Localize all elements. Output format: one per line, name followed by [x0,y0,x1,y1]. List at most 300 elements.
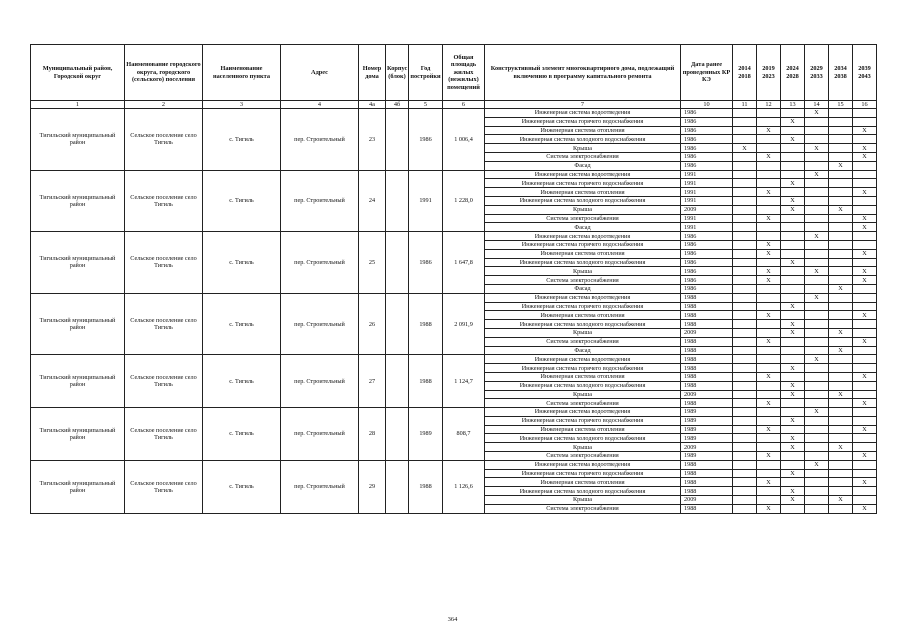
period-mark-cell [733,205,757,214]
column-number: 5 [409,101,443,109]
column-number: 4а [359,101,386,109]
previous-repair-date-cell: 2009 [681,205,733,214]
period-mark-cell [757,496,781,505]
period-mark-cell [805,179,829,188]
period-mark-cell [853,443,877,452]
period-mark-cell [733,390,757,399]
period-mark-cell: X [757,276,781,285]
period-mark-cell [757,346,781,355]
period-mark-cell [853,284,877,293]
period-mark-cell [781,170,805,179]
period-mark-cell [829,249,853,258]
period-mark-cell [733,240,757,249]
table-row [31,460,877,469]
structural-element-cell: Система электроснабжения [485,504,681,513]
header-structural-element: Конструктивный элемент многоквартирного дома, подлежащий включению в программу капитального ремонта [485,45,681,101]
period-mark-cell [733,346,757,355]
structural-element-cell: Крыша [485,205,681,214]
period-mark-cell: X [781,434,805,443]
period-mark-cell [757,487,781,496]
period-mark-cell [781,408,805,417]
period-mark-cell: X [805,460,829,469]
period-mark-cell: X [757,249,781,258]
period-mark-cell [733,381,757,390]
period-mark-cell [781,249,805,258]
period-mark-cell [733,487,757,496]
previous-repair-date-cell: 1991 [681,223,733,232]
previous-repair-date-cell: 1988 [681,302,733,311]
period-mark-cell [805,311,829,320]
period-mark-cell [805,188,829,197]
period-mark-cell: X [781,117,805,126]
header-address: Адрес [281,45,359,101]
total-area-cell: 1 006,4 [443,109,485,171]
header-period-2039-2043: 2039 2043 [853,45,877,101]
structural-element-cell: Инженерная система горячего водоснабжения [485,117,681,126]
previous-repair-date-cell: 1989 [681,408,733,417]
period-mark-cell [853,258,877,267]
period-mark-cell [733,408,757,417]
period-mark-cell: X [805,355,829,364]
period-mark-cell [733,443,757,452]
total-area-cell: 1 124,7 [443,355,485,408]
street-cell: пер. Строительный [281,355,359,408]
period-mark-cell [829,364,853,373]
period-mark-cell [853,196,877,205]
period-mark-cell: X [853,452,877,461]
period-mark-cell: X [853,188,877,197]
structural-element-cell: Инженерная система отопления [485,188,681,197]
period-mark-cell [733,126,757,135]
previous-repair-date-cell: 1988 [681,346,733,355]
period-mark-cell: X [853,311,877,320]
period-mark-cell [781,293,805,302]
period-mark-cell [805,126,829,135]
period-mark-cell [829,135,853,144]
period-mark-cell [829,223,853,232]
period-mark-cell: X [853,144,877,153]
period-mark-cell: X [853,372,877,381]
previous-repair-date-cell: 1986 [681,152,733,161]
header-district: Муниципальный район, Городской округ [31,45,125,101]
period-mark-cell [781,399,805,408]
district-cell: Тигильский муниципальный район [31,293,125,355]
year-built-cell: 1988 [409,460,443,513]
period-mark-cell [853,179,877,188]
block-cell [386,460,409,513]
house-number-cell: 25 [359,232,386,294]
period-mark-cell [733,320,757,329]
period-mark-cell: X [757,452,781,461]
structural-element-cell: Инженерная система водоотведения [485,355,681,364]
period-mark-cell [853,416,877,425]
period-mark-cell [853,320,877,329]
column-number: 13 [781,101,805,109]
district-cell: Тигильский муниципальный район [31,232,125,294]
header-settlement: Наименование городского округа, городского (сельского) поселения [125,45,203,101]
structural-element-cell: Инженерная система холодного водоснабжения [485,258,681,267]
previous-repair-date-cell: 1986 [681,276,733,285]
column-number-row [31,101,877,109]
previous-repair-date-cell: 1989 [681,416,733,425]
period-mark-cell: X [757,188,781,197]
period-mark-cell: X [853,504,877,513]
settlement-cell: Сельское поселение село Тигиль [125,460,203,513]
period-mark-cell [805,434,829,443]
period-mark-cell: X [829,346,853,355]
settlement-cell: Сельское поселение село Тигиль [125,408,203,461]
period-mark-cell [733,372,757,381]
period-mark-cell [733,478,757,487]
house-number-cell: 28 [359,408,386,461]
period-mark-cell [757,460,781,469]
period-mark-cell [781,460,805,469]
period-mark-cell [805,337,829,346]
period-mark-cell [829,188,853,197]
period-mark-cell: X [805,144,829,153]
previous-repair-date-cell: 1988 [681,311,733,320]
period-mark-cell [781,284,805,293]
structural-element-cell: Инженерная система отопления [485,249,681,258]
period-mark-cell: X [853,399,877,408]
column-number: 3 [203,101,281,109]
period-mark-cell [781,152,805,161]
period-mark-cell [829,293,853,302]
column-number: 4б [386,101,409,109]
period-mark-cell [829,117,853,126]
period-mark-cell [853,161,877,170]
house-number-cell: 29 [359,460,386,513]
period-mark-cell [853,381,877,390]
period-mark-cell: X [757,425,781,434]
period-mark-cell [829,320,853,329]
structural-element-cell: Инженерная система отопления [485,372,681,381]
period-mark-cell [733,496,757,505]
period-mark-cell: X [781,258,805,267]
period-mark-cell [757,469,781,478]
period-mark-cell: X [781,179,805,188]
period-mark-cell [853,205,877,214]
structural-element-cell: Инженерная система водоотведения [485,293,681,302]
year-built-cell: 1986 [409,232,443,294]
period-mark-cell [733,293,757,302]
period-mark-cell [805,416,829,425]
district-cell: Тигильский муниципальный район [31,460,125,513]
period-mark-cell [829,337,853,346]
previous-repair-date-cell: 1988 [681,478,733,487]
period-mark-cell [757,434,781,443]
period-mark-cell [853,302,877,311]
column-number: 16 [853,101,877,109]
period-mark-cell [757,135,781,144]
period-mark-cell: X [781,302,805,311]
locality-cell: с. Тигиль [203,408,281,461]
period-mark-cell [805,443,829,452]
period-mark-cell [733,276,757,285]
period-mark-cell: X [829,496,853,505]
block-cell [386,355,409,408]
house-number-cell: 26 [359,293,386,355]
period-mark-cell [805,276,829,285]
period-mark-cell [829,232,853,241]
period-mark-cell [853,293,877,302]
period-mark-cell [733,188,757,197]
period-mark-cell: X [805,408,829,417]
previous-repair-date-cell: 1989 [681,452,733,461]
year-built-cell: 1988 [409,355,443,408]
period-mark-cell [805,135,829,144]
period-mark-cell [805,196,829,205]
structural-element-cell: Система электроснабжения [485,152,681,161]
structural-element-cell: Инженерная система горячего водоснабжения [485,240,681,249]
period-mark-cell [829,372,853,381]
header-block: Корпус (блок) [386,45,409,101]
house-number-cell: 23 [359,109,386,171]
header-period-2014-2018: 2014 2018 [733,45,757,101]
period-mark-cell [733,161,757,170]
previous-repair-date-cell: 1986 [681,284,733,293]
column-number: 14 [805,101,829,109]
header-total-area: Общая площадь жилых (нежилых) помещений [443,45,485,101]
year-built-cell: 1991 [409,170,443,232]
period-mark-cell [781,478,805,487]
period-mark-cell [733,302,757,311]
period-mark-cell: X [757,267,781,276]
period-mark-cell: X [805,170,829,179]
period-mark-cell [757,196,781,205]
structural-element-cell: Крыша [485,443,681,452]
locality-cell: с. Тигиль [203,109,281,171]
period-mark-cell [781,311,805,320]
previous-repair-date-cell: 1986 [681,135,733,144]
period-mark-cell [829,144,853,153]
period-mark-cell: X [805,232,829,241]
period-mark-cell: X [853,126,877,135]
previous-repair-date-cell: 1988 [681,399,733,408]
period-mark-cell [805,390,829,399]
locality-cell: с. Тигиль [203,355,281,408]
period-mark-cell [853,408,877,417]
column-number: 7 [485,101,681,109]
previous-repair-date-cell: 1988 [681,487,733,496]
previous-repair-date-cell: 2009 [681,328,733,337]
structural-element-cell: Крыша [485,390,681,399]
period-mark-cell [757,144,781,153]
total-area-cell: 1 126,6 [443,460,485,513]
period-mark-cell [829,487,853,496]
settlement-cell: Сельское поселение село Тигиль [125,355,203,408]
period-mark-cell [853,109,877,118]
period-mark-cell [781,188,805,197]
structural-element-cell: Инженерная система водоотведения [485,170,681,179]
period-mark-cell [733,117,757,126]
structural-element-cell: Инженерная система холодного водоснабжения [485,196,681,205]
period-mark-cell [805,496,829,505]
structural-element-cell: Крыша [485,267,681,276]
structural-element-cell: Крыша [485,496,681,505]
previous-repair-date-cell: 1986 [681,240,733,249]
previous-repair-date-cell: 1991 [681,188,733,197]
period-mark-cell [757,302,781,311]
column-number: 4 [281,101,359,109]
period-mark-cell [853,364,877,373]
period-mark-cell [805,381,829,390]
period-mark-cell [829,460,853,469]
previous-repair-date-cell: 2009 [681,496,733,505]
period-mark-cell [733,355,757,364]
header-locality: Наименование населенного пункта [203,45,281,101]
structural-element-cell: Инженерная система горячего водоснабжения [485,302,681,311]
period-mark-cell [781,337,805,346]
column-number: 12 [757,101,781,109]
period-mark-cell [829,109,853,118]
header-year-built: Год постройки [409,45,443,101]
period-mark-cell [781,372,805,381]
period-mark-cell [805,469,829,478]
block-cell [386,109,409,171]
structural-element-cell: Инженерная система водоотведения [485,408,681,417]
table-row [31,293,877,302]
previous-repair-date-cell: 1988 [681,460,733,469]
previous-repair-date-cell: 1988 [681,293,733,302]
period-mark-cell [781,214,805,223]
period-mark-cell [733,284,757,293]
period-mark-cell [781,109,805,118]
period-mark-cell [829,302,853,311]
period-mark-cell [733,399,757,408]
table-row [31,109,877,118]
block-cell [386,293,409,355]
period-mark-cell: X [781,487,805,496]
district-cell: Тигильский муниципальный район [31,355,125,408]
column-number: 1 [31,101,125,109]
structural-element-cell: Крыша [485,144,681,153]
structural-element-cell: Инженерная система горячего водоснабжения [485,416,681,425]
header-period-2019-2023: 2019 2023 [757,45,781,101]
structural-element-cell: Инженерная система водоотведения [485,109,681,118]
period-mark-cell: X [853,425,877,434]
period-mark-cell [853,460,877,469]
period-mark-cell [757,408,781,417]
period-mark-cell [829,258,853,267]
period-mark-cell: X [781,364,805,373]
period-mark-cell [733,179,757,188]
total-area-cell: 2 091,9 [443,293,485,355]
capital-repair-table-sheet [30,44,871,514]
period-mark-cell [781,346,805,355]
period-mark-cell [757,416,781,425]
previous-repair-date-cell: 1988 [681,372,733,381]
period-mark-cell: X [757,152,781,161]
period-mark-cell [733,152,757,161]
locality-cell: с. Тигиль [203,460,281,513]
period-mark-cell [805,452,829,461]
structural-element-cell: Инженерная система холодного водоснабжения [485,434,681,443]
street-cell: пер. Строительный [281,170,359,232]
period-mark-cell: X [829,161,853,170]
district-cell: Тигильский муниципальный район [31,408,125,461]
period-mark-cell [733,214,757,223]
period-mark-cell: X [853,249,877,258]
period-mark-cell: X [781,328,805,337]
total-area-cell: 808,7 [443,408,485,461]
previous-repair-date-cell: 1986 [681,161,733,170]
previous-repair-date-cell: 1986 [681,267,733,276]
period-mark-cell [733,337,757,346]
period-mark-cell [805,117,829,126]
period-mark-cell: X [805,109,829,118]
period-mark-cell [805,328,829,337]
table-row [31,232,877,241]
structural-element-cell: Фасад [485,284,681,293]
column-number: 6 [443,101,485,109]
period-mark-cell [805,346,829,355]
previous-repair-date-cell: 1988 [681,355,733,364]
period-mark-cell: X [781,205,805,214]
period-mark-cell [757,109,781,118]
period-mark-cell [757,355,781,364]
previous-repair-date-cell: 1991 [681,214,733,223]
header-period-2029-2033: 2029 2033 [805,45,829,101]
period-mark-cell [733,504,757,513]
period-mark-cell: X [853,214,877,223]
period-mark-cell [853,496,877,505]
column-number: 2 [125,101,203,109]
period-mark-cell: X [805,293,829,302]
period-mark-cell [853,135,877,144]
locality-cell: с. Тигиль [203,170,281,232]
previous-repair-date-cell: 1986 [681,117,733,126]
period-mark-cell [781,144,805,153]
period-mark-cell [853,240,877,249]
structural-element-cell: Крыша [485,328,681,337]
period-mark-cell [805,399,829,408]
period-mark-cell: X [829,390,853,399]
period-mark-cell [757,284,781,293]
period-mark-cell [829,381,853,390]
period-mark-cell [829,311,853,320]
period-mark-cell [829,408,853,417]
period-mark-cell: X [757,214,781,223]
total-area-cell: 1 228,0 [443,170,485,232]
previous-repair-date-cell: 1991 [681,179,733,188]
period-mark-cell [829,276,853,285]
structural-element-cell: Инженерная система холодного водоснабжения [485,135,681,144]
year-built-cell: 1986 [409,109,443,171]
period-mark-cell [853,355,877,364]
period-mark-cell [781,240,805,249]
period-mark-cell [733,416,757,425]
period-mark-cell: X [853,337,877,346]
period-mark-cell [781,161,805,170]
period-mark-cell [853,469,877,478]
structural-element-cell: Система электроснабжения [485,399,681,408]
period-mark-cell [733,267,757,276]
street-cell: пер. Строительный [281,232,359,294]
district-cell: Тигильский муниципальный район [31,170,125,232]
period-mark-cell [757,223,781,232]
period-mark-cell [853,117,877,126]
structural-element-cell: Инженерная система горячего водоснабжения [485,179,681,188]
previous-repair-date-cell: 1991 [681,196,733,205]
period-mark-cell [733,135,757,144]
period-mark-cell [829,240,853,249]
period-mark-cell [757,293,781,302]
header-period-2024-2028: 2024 2028 [781,45,805,101]
period-mark-cell [805,320,829,329]
structural-element-cell: Система электроснабжения [485,337,681,346]
previous-repair-date-cell: 1988 [681,504,733,513]
